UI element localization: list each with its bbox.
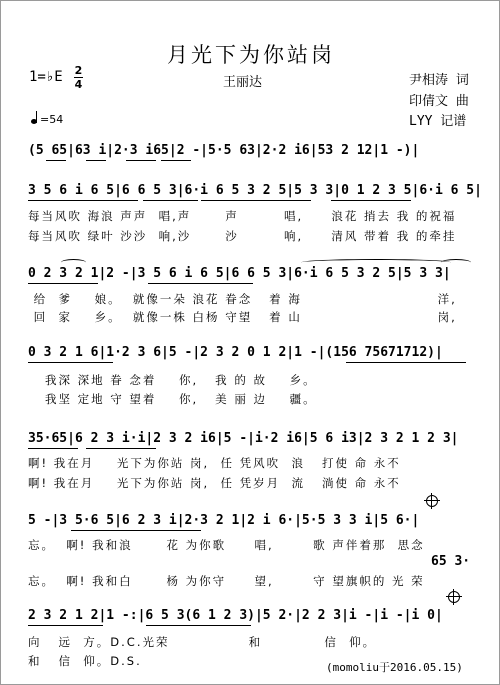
beam	[71, 530, 141, 531]
beam	[126, 160, 156, 161]
beam	[28, 362, 113, 363]
beam	[46, 160, 66, 161]
lyricist-credit: 尹相涛 词	[409, 73, 469, 88]
beam	[331, 200, 411, 201]
composer-credit: 印倩文 曲	[409, 94, 469, 109]
time-signature	[74, 65, 83, 90]
beam	[141, 530, 201, 531]
beam	[28, 200, 138, 201]
transcriber-credit: LYY 记谱	[409, 114, 467, 129]
beam	[86, 160, 106, 161]
notation-line-7: 2 3 2 1 2|1 -:|6 5 3(6 1 2 3)|5 2·|2 2 3|i -|i -|i 0|	[28, 608, 443, 623]
singer: 王丽达	[223, 75, 263, 90]
lyric-line-4-verse-1: 我深 深地 眷 念着 你, 我 的 故 乡。	[28, 373, 317, 387]
beam	[346, 362, 466, 363]
tempo-marking	[31, 111, 63, 126]
lyric-line-2-verse-2: 每当风吹 绿叶 沙沙 响,沙 沙 响, 清风 带着 我 的牵挂	[28, 229, 457, 243]
lyric-line-3-verse-1: 给 爹 娘。 就像一朵 浪花 眷念 着 海 洋,	[28, 292, 457, 306]
beam	[28, 448, 78, 449]
beam	[28, 283, 98, 284]
beam	[161, 160, 191, 161]
slur	[301, 259, 451, 266]
beam	[146, 625, 251, 626]
coda-sign-icon	[426, 495, 438, 507]
notation-line-1: (5 65|63 i|2·3 i65|2 -|5·5 63|2·2 i6|53 2 12|1 -)|	[28, 143, 420, 158]
lyric-line-5-verse-1: 啊! 我在月 光下为你站 岗, 任 凭风吹 浪 打使 命 永不	[28, 456, 401, 470]
time-signature-bottom: 4	[74, 78, 83, 91]
notation-line-6: 5 -|3 5·6 5|6 2 3 i|2·3 2 1|2 i 6·|5·5 3 3 i|5 6·|	[28, 513, 420, 528]
lyric-line-7-verse-1: 向 远 方。D.C.光荣 和 信 仰。	[28, 635, 377, 649]
key-signature: 1=♭E	[29, 69, 63, 85]
notation-line-5: 35·65|6 2 3 i·i|2 3 2 i6|5 -|i·2 i6|5 6 i3|2 3 2 1 2 3|	[28, 431, 459, 446]
slur	[61, 259, 86, 266]
notation-line-3: 0 2 3 2 1|2 -|3 5 6 i 6 5|6 6 5 3|6·i 6 5 3 2 5|5 3 3|	[28, 266, 451, 281]
beam	[201, 200, 311, 201]
song-title: 月光下为你站岗	[167, 43, 335, 67]
lyric-line-2-verse-1: 每当风吹 海浪 声声 唱,声 声 唱, 浪花 捎去 我 的祝福	[28, 209, 457, 223]
beam	[28, 625, 103, 626]
slur	[441, 259, 471, 266]
coda-extra-notes: 65 3·	[431, 554, 471, 569]
notation-line-4: 0 3 2 1 6|1·2 3 6|5 -|2 3 2 0 1 2|1 -|(156 75671712)|	[28, 345, 443, 360]
lyric-line-6-verse-2: 忘。 啊! 我和白 杨 为你守 望, 守 望旗帜的 光 荣	[28, 574, 425, 588]
notation-line-2: 3 5 6 i 6 5|6 6 5 3|6·i 6 5 3 2 5|5 3 3|0 1 2 3 5|6·i 6 5|	[28, 183, 482, 198]
lyric-line-7-verse-2: 和 信 仰。D.S.	[28, 654, 142, 668]
lyric-line-5-verse-2: 啊! 我在月 光下为你站 岗, 任 凭岁月 流 淌使 命 永不	[28, 476, 401, 490]
beam	[148, 283, 253, 284]
lyric-line-6-verse-1: 忘。 啊! 我和浪 花 为你歌 唱, 歌 声伴着那 思念	[28, 538, 425, 552]
beam	[86, 448, 156, 449]
transcription-footer: (momoliu于2016.05.15)	[326, 661, 463, 674]
coda-sign-end-icon	[448, 591, 460, 603]
beam	[143, 200, 198, 201]
tempo-value: =54	[40, 113, 64, 126]
time-signature-top: 2	[74, 64, 83, 77]
lyric-line-3-verse-2: 回 家 乡。 就像一株 白杨 守望 着 山 岗,	[28, 310, 457, 324]
lyric-line-4-verse-2: 我坚 定地 守 望着 你, 美 丽 边 疆。	[28, 392, 317, 406]
